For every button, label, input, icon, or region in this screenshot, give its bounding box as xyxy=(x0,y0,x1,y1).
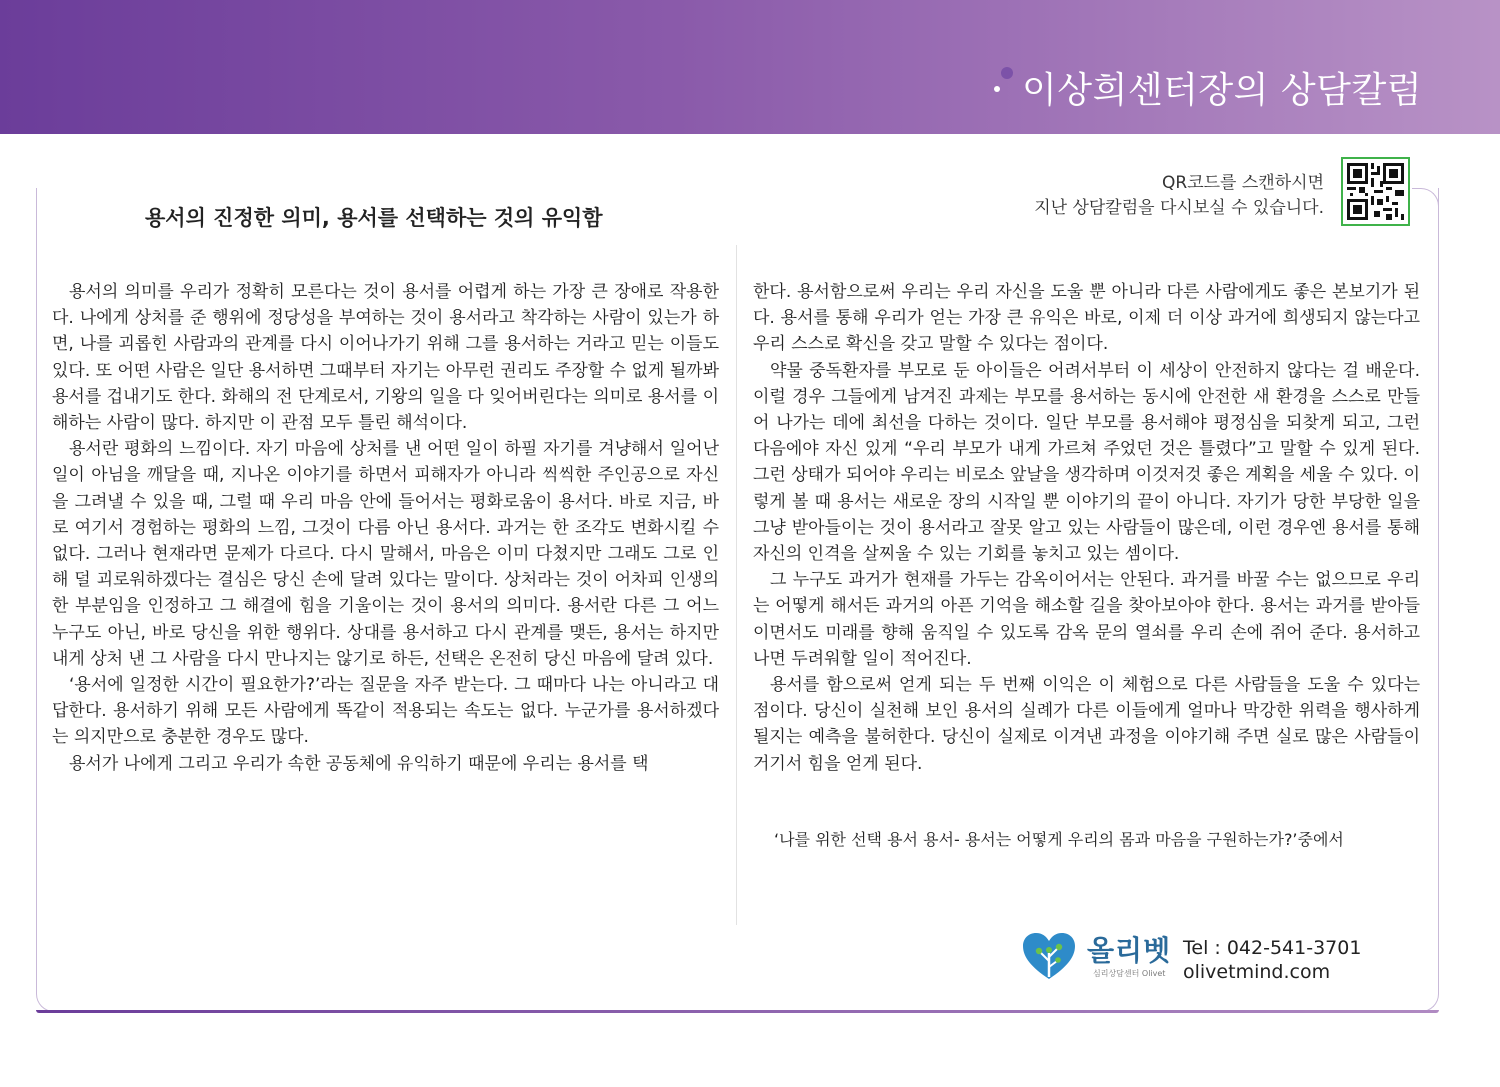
phone-number: Tel : 042-541-3701 xyxy=(1183,937,1362,959)
qr-caption-line-2: 지난 상담칼럼을 다시보실 수 있습니다. xyxy=(1034,198,1324,218)
bullet-dot-icon xyxy=(994,86,1000,92)
paragraph: 용서의 의미를 우리가 정확히 모른다는 것이 용서를 어렵게 하는 가장 큰 장애로 작용한다. 나에게 상처를 준 행위에 정당성을 부여하는 것이 용서라고 착각하는 사람이 있는가 하면, 나를 괴롭힌 사람과의 관계를 다시 이어나가기 위해 그를 용서하는 거라고 믿는 이들도 있다. 또 어떤 사람은 일단 용서하면 그때부터 자기는 아무런 권리도 주장할 수 없게 될까봐 용서를 겁내기도 한다. 화해의 전 단계로서, 기왕의 일을 다 잊어버린다는 의미로 용서를 이해하는 사람이 많다. 하지만 이 관점 모두 틀린 해석이다. xyxy=(52,282,719,434)
olivet-logo-icon xyxy=(1021,931,1077,981)
article-title: 용서의 진정한 의미, 용서를 선택하는 것의 유익함 xyxy=(145,206,603,230)
qr-caption-line-1: QR코드를 스캔하시면 xyxy=(1162,173,1324,193)
website-link[interactable]: olivetmind.com xyxy=(1183,961,1331,983)
qr-code[interactable] xyxy=(1341,157,1410,226)
column-series-title: 이상희센터장의 상담칼럼 xyxy=(1022,70,1422,111)
source-quote: ‘나를 위한 선택 용서 용서- 용서는 어떻게 우리의 몸과 마음을 구원하는가?’중에서 xyxy=(774,830,1344,849)
paragraph: 약물 중독환자를 부모로 둔 아이들은 어려서부터 이 세상이 안전하지 않다는 걸 배운다. 이럴 경우 그들에게 남겨진 과제는 부모를 용서하는 동시에 안전한 새 환경을 스스로 만들어 나가는 데에 최선을 다하는 것이다. 일단 부모를 용서해야 평정심을 되찾게 되고, 그런 다음에야 자신 있게 “우리 부모가 내게 가르쳐 주었던 것은 틀렸다”고 말할 수 있게 된다. 그런 상태가 되어야 우리는 비로소 앞날을 생각하며 이것저것 좋은 계획을 세울 수 있다. 이렇게 볼 때 용서는 새로운 장의 시작일 뿐 이야기의 끝이 아니다. 자기가 당한 부당한 일을 그냥 받아들이는 것이 용서라고 잘못 알고 있는 사람들이 많은데, 이런 경우엔 용서를 통해 자신의 인격을 살찌울 수 있는 기회를 놓치고 있는 셈이다. xyxy=(753,360,1420,565)
contact-info xyxy=(1183,936,1361,984)
header-banner xyxy=(0,0,1500,134)
paragraph: ‘용서에 일정한 시간이 필요한가?’라는 질문을 자주 받는다. 그 때마다 나는 아니라고 대답한다. 용서하기 위해 모든 사람에게 똑같이 적용되는 속도는 없다. 누군가를 용서하겠다는 의지만으로 충분한 경우도 많다. xyxy=(52,675,719,748)
paragraph: 용서가 나에게 그리고 우리가 속한 공동체에 유익하기 때문에 우리는 용서를 택 xyxy=(69,753,649,774)
article-right-column xyxy=(753,279,1420,777)
paragraph: 용서란 평화의 느낌이다. 자기 마음에 상처를 낸 어떤 일이 하필 자기를 겨냥해서 일어난 일이 아님을 깨달을 때, 지나온 이야기를 하면서 피해자가 아니라 씩씩한 주인공으로 자신을 그려낼 수 있을 때, 그럴 때 우리 마음 안에 들어서는 평화로움이 용서다. 바로 지금, 바로 여기서 경험하는 평화의 느낌, 그것이 다름 아닌 용서다. 과거는 한 조각도 변화시킬 수 없다. 그러나 현재라면 문제가 다르다. 다시 말해서, 마음은 이미 다쳤지만 그래도 그로 인해 덜 괴로워하겠다는 결심은 당신 손에 달려 있다는 말이다. 상처라는 것이 어차피 인생의 한 부분임을 인정하고 그 해결에 힘을 기울이는 것이 용서의 의미다. 용서란 다른 그 어느 누구도 아닌, 바로 당신을 위한 행위다. 상대를 용서하고 다시 관계를 맺든, 용서는 하지만 내게 상처 낸 그 사람을 다시 만나지는 않기로 하든, 선택은 온전히 당신 마음에 달려 있다. xyxy=(52,439,719,669)
paragraph: 용서를 함으로써 얻게 되는 두 번째 이익은 이 체험으로 다른 사람들을 도울 수 있다는 점이다. 당신이 실천해 보인 용서의 실례가 다른 이들에게 얼마나 막강한 위력을 행사하게 될지는 예측을 불허한다. 당신이 실제로 이겨낸 과정을 이야기해 주면 실로 많은 사람들이 거기서 힘을 얻게 된다. xyxy=(753,675,1420,774)
decor-dot-icon xyxy=(1001,67,1013,79)
article-left-column xyxy=(52,279,719,777)
paragraph-continued: 한다. 용서함으로써 우리는 우리 자신을 도울 뿐 아니라 다른 사람에게도 좋은 본보기가 된다. 용서를 통해 우리가 얻는 가장 큰 유익은 바로, 이제 더 이상 과거에 희생되지 않는다고 우리 스스로 확신을 갖고 말할 수 있다는 점이다. xyxy=(753,282,1420,355)
olivet-logo-subtitle: 심리상담센터 Olivet xyxy=(1093,969,1166,978)
olivet-logo-name: 올리벳 xyxy=(1087,934,1172,967)
qr-caption xyxy=(1034,171,1324,221)
paragraph: 그 누구도 과거가 현재를 가두는 감옥이어서는 안된다. 과거를 바꿀 수는 없으므로 우리는 어떻게 해서든 과거의 아픈 기억을 해소할 길을 찾아보아야 한다. 용서는 과거를 받아들이면서도 미래를 향해 움직일 수 있도록 감옥 문의 열쇠를 우리 손에 쥐어 준다. 용서하고 나면 두려워할 일이 적어진다. xyxy=(753,570,1420,669)
column-divider xyxy=(736,245,737,925)
frame-bottom-accent xyxy=(36,1010,1439,1013)
qr-code-icon xyxy=(1347,163,1404,220)
